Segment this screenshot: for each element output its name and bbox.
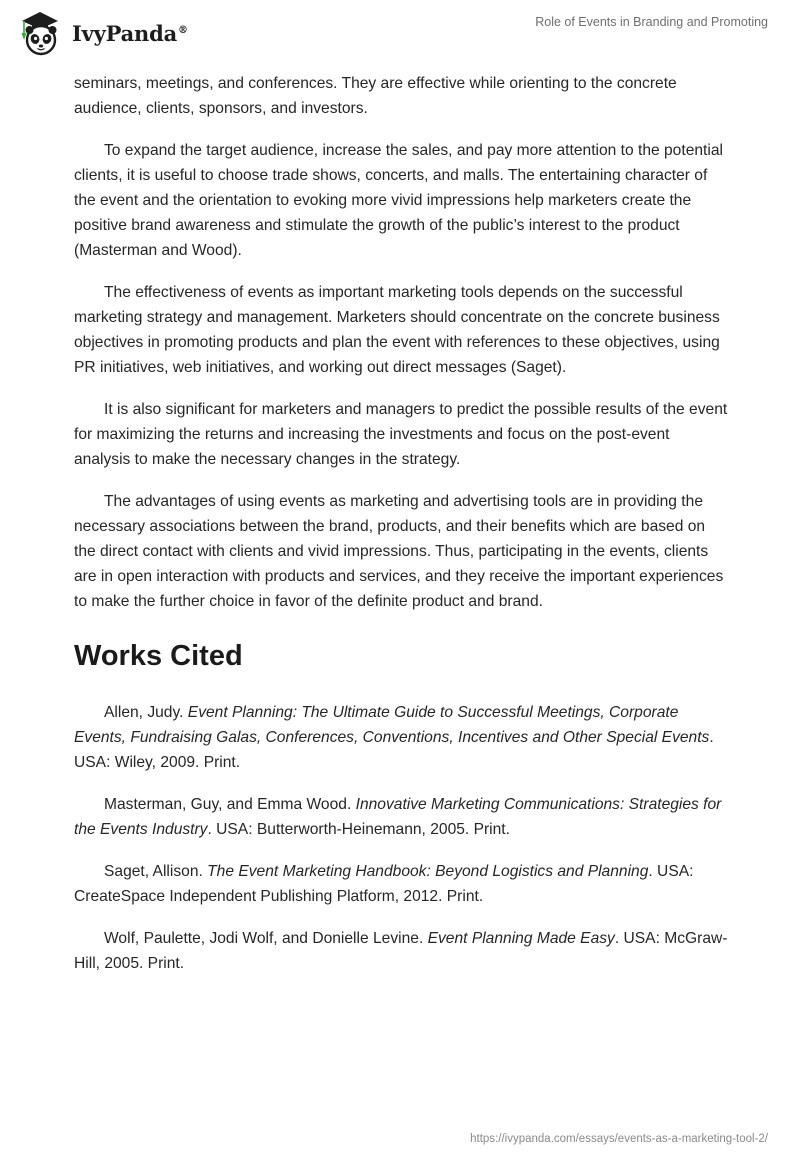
works-cited-heading: Works Cited [74,640,243,672]
reference-authors: Masterman, Guy, and Emma Wood. [104,796,356,813]
brand-name: IvyPanda® [72,20,188,46]
reference-publication: . USA: Wiley, 2009. Print. [74,729,714,771]
reference-title: Innovative Marketing Communications: Strategies for the Events Industry [74,796,722,838]
reference-authors: Saget, Allison. [104,863,208,880]
reference-publication: . USA: Butterworth-Heinemann, 2005. Print. [207,821,510,838]
reference-item [74,926,728,976]
reference-item [74,700,728,775]
paragraph: The effectiveness of events as important marketing tools depends on the successful marketing strategy and management. Marketers should concentrate on the concrete business objectives in promoting products and plan the event with references to these objectives, using PR initiatives, web initiatives, and working out direct messages (Saget). [74,284,720,376]
paragraph: It is also significant for marketers and managers to predict the possible results of the event for maximizing the returns and increasing the investments and focus on the post-event analysis to make the necessary changes in the strategy. [74,401,728,468]
reference-publication: . USA: CreateSpace Independent Publishing Platform, 2012. Print. [74,863,694,905]
reference-item [74,859,728,909]
logo[interactable] [14,8,188,58]
reference-title: Event Planning Made Easy [427,930,615,947]
paragraph: To expand the target audience, increase the sales, and pay more attention to the potential clients, it is useful to choose trade shows, concerts, and malls. The entertaining character of the event and the orientation to evoking more vivid impressions help marketers create the positive brand awareness and stimulate the growth of the public’s interest to the product (Masterman and Wood). [74,142,723,259]
paragraph-continued: seminars, meetings, and conferences. They are effective while orienting to the concrete audience, clients, sponsors, and investors. [74,75,677,117]
source-url-link[interactable]: https://ivypanda.com/essays/events-as-a-marketing-tool-2/ [470,1133,768,1145]
document-title: Role of Events in Branding and Promoting [535,15,768,29]
reference-authors: Wolf, Paulette, Jodi Wolf, and Donielle Levine. [104,930,428,947]
page-header [0,0,800,70]
reference-item [74,792,728,842]
registered-mark: ® [178,24,188,36]
reference-title: Event Planning: The Ultimate Guide to Successful Meetings, Corporate Events, Fundraising Galas, Conferences, Conventions, Incentives and Other Special Events [74,704,710,746]
reference-publication: . USA: McGraw-Hill, 2005. Print. [74,930,728,972]
essay-content [74,71,728,993]
reference-authors: Allen, Judy. [104,704,188,721]
panda-graduate-logo-icon [14,8,66,58]
reference-title: The Event Marketing Handbook: Beyond Logistics and Planning [207,863,649,880]
paragraph: The advantages of using events as marketing and advertising tools are in providing the necessary associations between the brand, products, and their benefits which are based on the direct contact with clients and vivid impressions. Thus, participating in the events, clients are in open interaction with products and services, and they receive the important experiences to make the further choice in favor of the definite product and brand. [74,493,724,610]
